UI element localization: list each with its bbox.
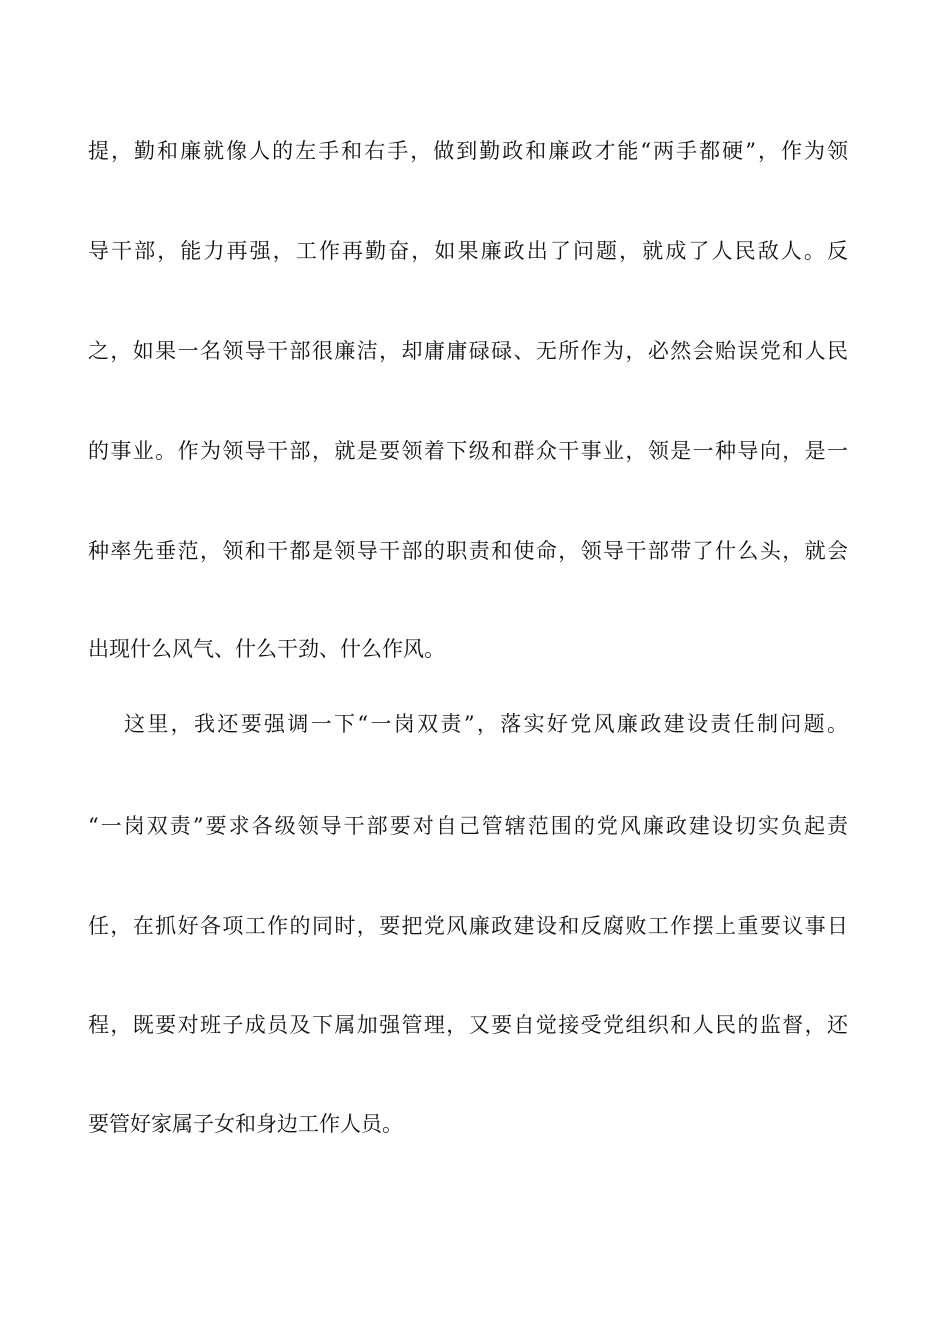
text-line: 提，勤和廉就像人的左手和右手，做到勤政和廉政才能“两手都硬”，作为领 <box>88 139 848 163</box>
text-line: 这里，我还要强调一下“一岗双责”，落实好党风廉政建设责任制问题。 <box>124 712 848 736</box>
text-line: “一岗双责”要求各级领导干部要对自己管辖范围的党风廉政建设切实负起责 <box>88 814 848 838</box>
text-line: 出现什么风气、什么干劲、什么作风。 <box>88 637 445 661</box>
text-line: 程，既要对班子成员及下属加强管理，又要自觉接受党组织和人民的监督，还 <box>88 1013 848 1037</box>
text-line: 之，如果一名领导干部很廉洁，却庸庸碌碌、无所作为，必然会贻误党和人民 <box>88 339 848 363</box>
text-line: 的事业。作为领导干部，就是要领着下级和群众干事业，领是一种导向，是一 <box>88 439 848 463</box>
text-line: 任，在抓好各项工作的同时，要把党风廉政建设和反腐败工作摆上重要议事日 <box>88 914 848 938</box>
text-line: 导干部，能力再强，工作再勤奋，如果廉政出了问题，就成了人民敌人。反 <box>88 239 848 263</box>
text-line: 要管好家属子女和身边工作人员。 <box>88 1112 403 1136</box>
text-line: 种率先垂范，领和干都是领导干部的职责和使命，领导干部带了什么头，就会 <box>88 539 848 563</box>
